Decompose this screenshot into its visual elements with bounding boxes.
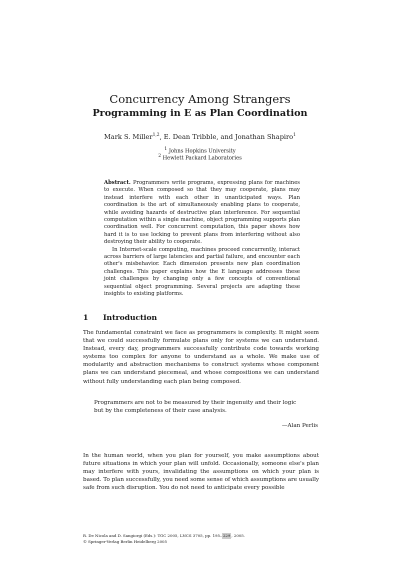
abstract (104, 180, 300, 299)
section-number: 1 (83, 313, 89, 322)
abstract-text: Programmers write programs, expressing plans for machines to execute. When composed so that they may cooperate, plans may instead interfere with each other in unanticipated ways. Plan coordination is the art of simultaneously enabling plans to cooperate, while avoiding hazards of destructive plan interference. For sequential computation within a single machine, object programming supports plan coordination well. For concurrent computation, this paper shows how hard it is to use locking to prevent plans from interfering without also destroying their ability to cooperate. (104, 180, 300, 246)
section-title: Introduction (103, 313, 158, 322)
body-text (83, 329, 319, 386)
affiliation-marker: 2 (158, 154, 161, 159)
author-affil-marker: 1 (293, 133, 296, 138)
affiliation-name: Hewlett Packard Laboratories (162, 155, 242, 162)
author-affil-marker: 1,2 (152, 133, 160, 138)
affiliation-marker: 1 (164, 147, 168, 152)
epigraph-quote: Programmers are not to be measured by their ingenuity and their logic but by the completeness of their case analysis. (94, 400, 297, 415)
paper-subtitle: Programming in E as Plan Coordination (92, 108, 308, 119)
abstract-paragraph (104, 180, 300, 247)
citation-text: R. De Nicola and D. Sangiorgi (Eds.): TGC 2005, LNCS 3705, pp. 195– (83, 533, 222, 538)
body-paragraph: In the human world, when you plan for yourself, you make assumptions about future situations in which your plan will unfold. Occasionally, someone else's plan may interfere with yours, invalidating the assumptions on which your plan is based. To plan successfully, you need some sense of which assumptions are usually safe from such disruption. You do not need to anticipate every possible (83, 452, 320, 491)
section-heading (83, 313, 157, 322)
page-number-highlight: 229 (222, 533, 231, 538)
abstract-paragraph: In Internet-scale computing, machines proceed concurrently, interact across barriers of large latencies and partial failure, and encounter each other's misbehavior. Each dimension presents new plan coordination challenges. This paper explains how the E language addresses these joint challenges by changing only a few concepts of conventional sequential object programming. Several projects are adapting these insights to existing platforms. (104, 246, 300, 298)
author-names-rest: , E. Dean Tribble, and Jonathan Shapiro (159, 133, 294, 142)
copyright-line: © Springer-Verlag Berlin Heidelberg 2005 (83, 538, 167, 544)
paper-title: Concurrency Among Strangers (109, 92, 291, 106)
affiliation (0, 153, 400, 163)
page-footer (83, 533, 319, 545)
quote-attribution: —Alan Perlis (281, 423, 318, 429)
author-list (0, 131, 400, 142)
body-text (83, 446, 319, 498)
affiliation-name: Johns Hopkins University (168, 148, 236, 155)
body-paragraph: The fundamental constraint we face as programmers is complexity. It might seem that we could successfully formulate plans only for systems we can understand. Instead, every day, programmers successfully contribute code towards working systems too complex for anyone to understand as a whole. We make use of modularity and abstraction mechanisms to construct systems whose component plans we can understand piecemeal, and whose compositions we can understand without fully understanding each plan being composed. (83, 330, 319, 385)
author-name: Mark S. Miller (104, 133, 153, 142)
abstract-label: Abstract. (104, 180, 131, 186)
citation-end: , 2005. (231, 533, 246, 538)
